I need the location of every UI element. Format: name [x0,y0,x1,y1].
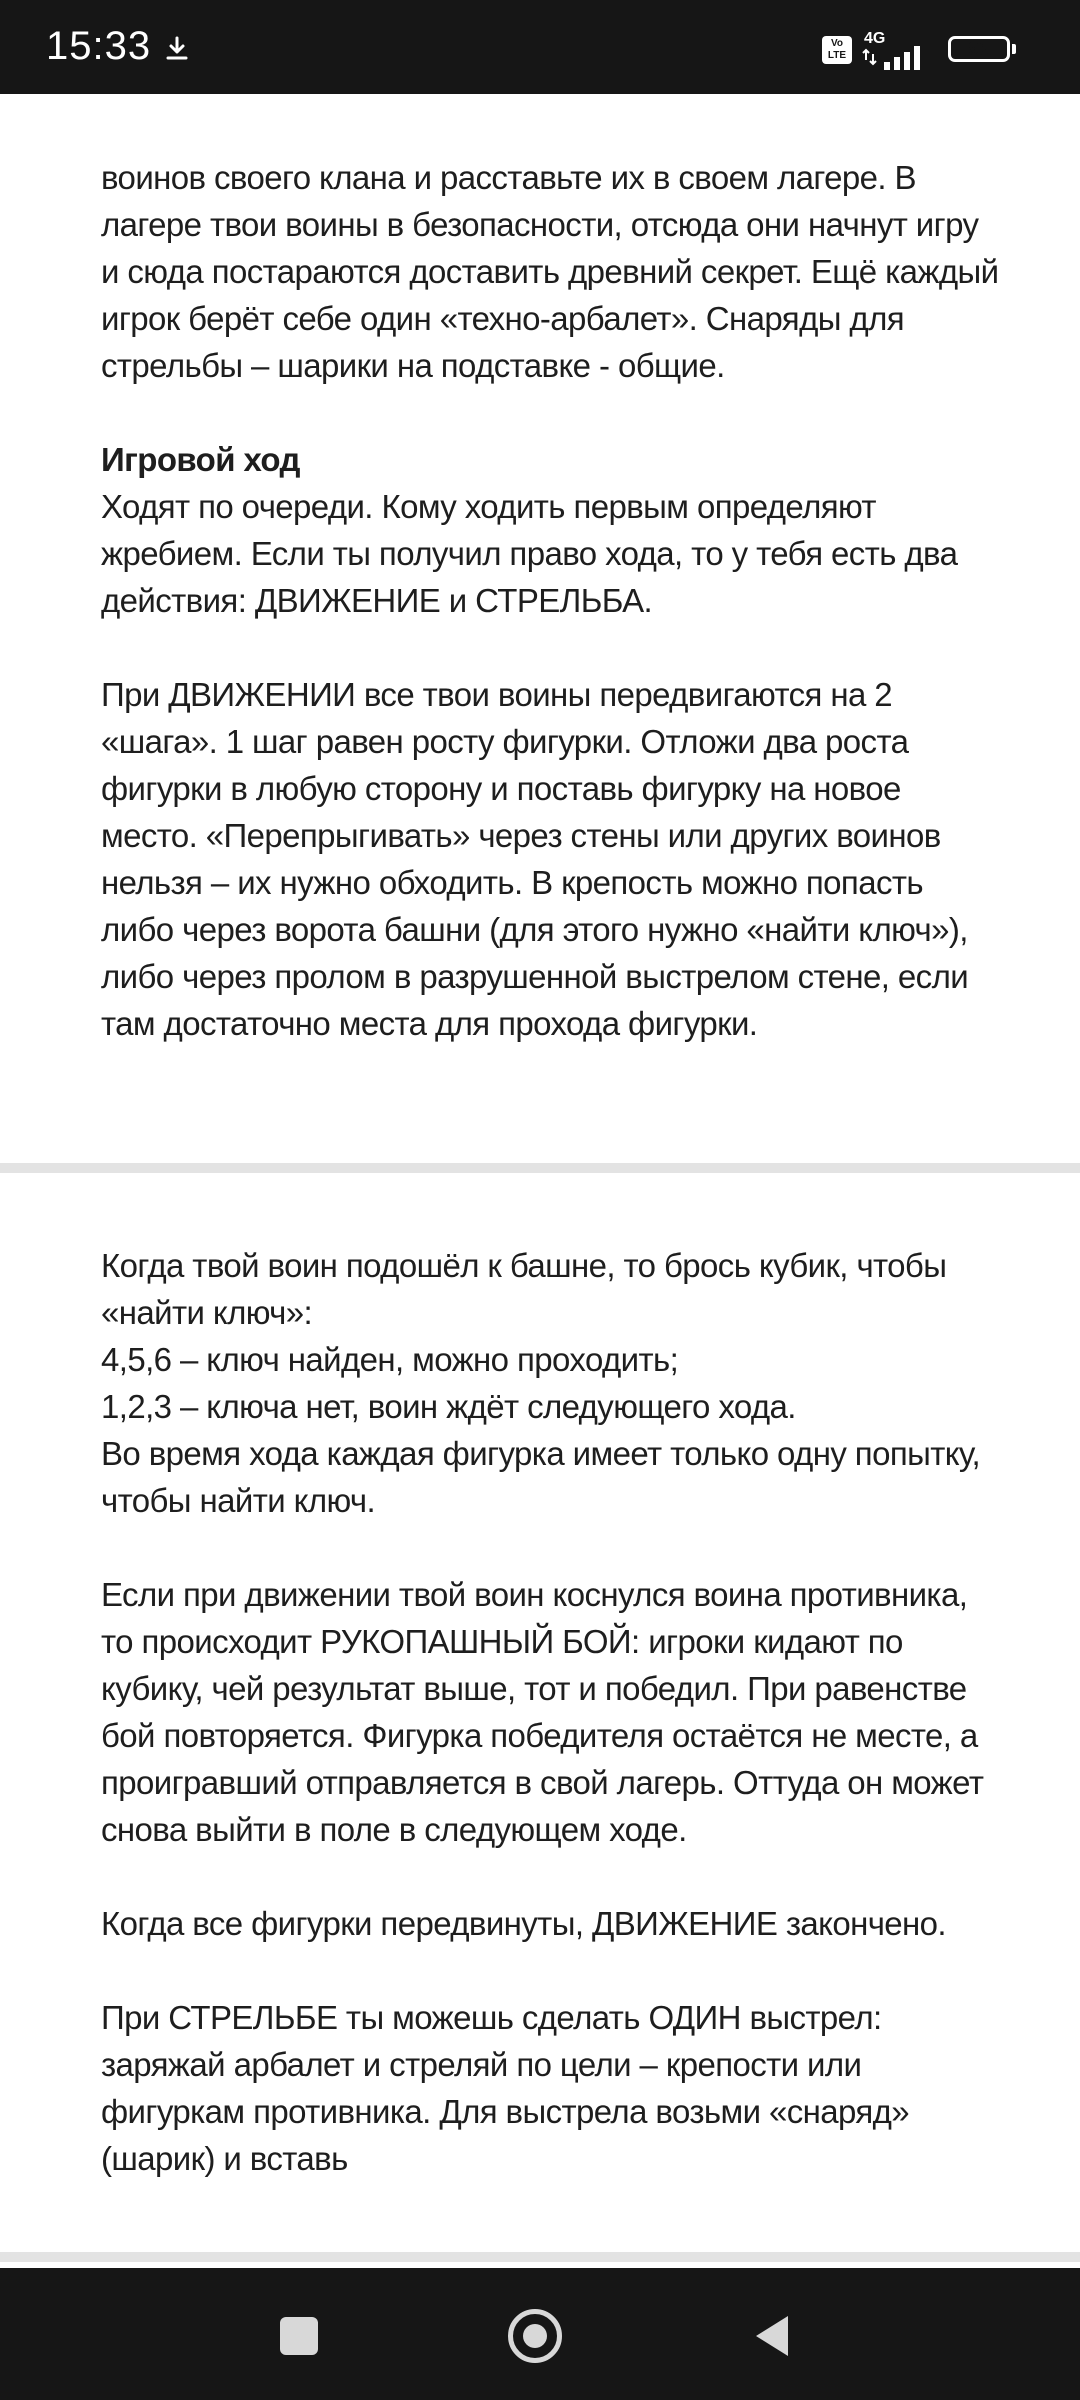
section-divider [0,1163,1080,1173]
battery-percent: 99 [968,39,990,60]
paragraph: 1,2,3 – ключа нет, воин ждёт следующего хода. [101,1388,796,1425]
paragraph: Если при движении твой воин коснулся воина противника, то происходит РУКОПАШНЫЙ БОЙ: игроки кидают по кубику, чей результат выше, тот и победил. При равенстве бой повторяется. Фигурка победителя остаётся не месте, а проигравший отправляется в свой лагерь. Оттуда он может снова выйти в поле в следующем ходе. [101,1576,984,1848]
paragraph: 4,5,6 – ключ найден, можно проходить; [101,1341,679,1378]
paragraph: Когда твой воин подошёл к башне, то брось кубик, чтобы «найти ключ»: [101,1247,947,1331]
recents-button[interactable] [280,2317,318,2355]
signal-icon [862,44,932,70]
status-time: 15:33 [46,24,152,68]
paragraph: При ДВИЖЕНИИ все твои воины передвигаются на 2 «шага». 1 шаг равен росту фигурки. Отложи два роста фигурки в любую сторону и поставь фигурку на новое место. «Перепрыгивать» через стены или других воинов нельзя – их нужно обходить. В крепость можно попасть либо через ворота башни (для этого нужно «найти ключ»), либо через пролом в разрушенной выстрелом стене, если там достаточно места для прохода фигурки. [101,676,969,1042]
home-button[interactable] [508,2309,562,2363]
download-icon [162,34,192,64]
back-button[interactable] [752,2312,792,2360]
battery-icon [948,36,1010,62]
section-divider [0,2252,1080,2262]
network-type-label: 4G [864,30,886,47]
paragraph: Когда все фигурки передвинуты, ДВИЖЕНИЕ закончено. [101,1905,946,1942]
status-bar [0,0,1080,94]
volte-icon: Vo LTE [822,36,852,64]
article-content[interactable] [0,94,1080,2268]
home-dot-icon [523,2324,547,2348]
paragraph: воинов своего клана и расставьте их в своем лагере. В лагере твои воины в безопасности, отсюда они начнут игру и сюда постараются доставить древний секрет. Ещё каждый игрок берёт себе один «техно-арбалет». Снаряды для стрельбы – шарики на подставке - общие. [101,159,999,384]
text-block-2 [101,1242,1001,2182]
navigation-bar [0,2268,1080,2400]
battery-tip [1012,44,1016,54]
text-block-1 [101,154,1001,1047]
paragraph: При СТРЕЛЬБЕ ты можешь сделать ОДИН выстрел: заряжай арбалет и стреляй по цели – крепости или фигуркам противника. Для выстрела возьми «снаряд» (шарик) и вставь [101,1999,910,2177]
paragraph: Ходят по очереди. Кому ходить первым определяют жребием. Если ты получил право хода, то у тебя есть два действия: ДВИЖЕНИЕ и СТРЕЛЬБА. [101,488,958,619]
paragraph: Во время хода каждая фигурка имеет только одну попытку, чтобы найти ключ. [101,1435,981,1519]
section-heading: Игровой ход [101,441,300,478]
